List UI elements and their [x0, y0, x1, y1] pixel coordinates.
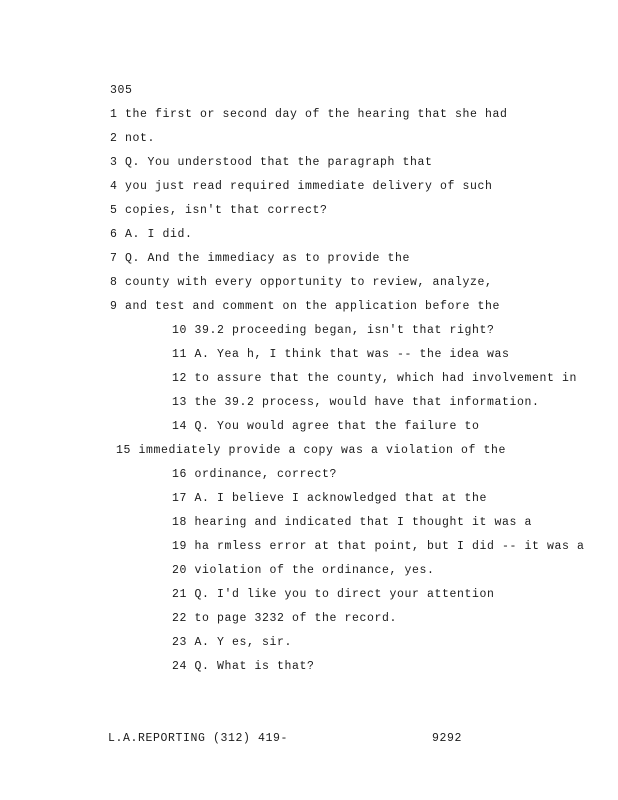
transcript-line-23: 23 A. Y es, sir.	[172, 636, 293, 649]
transcript-line-20: 20 violation of the ordinance, yes.	[172, 564, 435, 577]
transcript-line-12: 12 to assure that the county, which had involvement in	[172, 372, 578, 385]
transcript-line-9: 9 and test and comment on the application before the	[110, 300, 501, 313]
transcript-line-7: 7 Q. And the immediacy as to provide the	[110, 252, 411, 265]
transcript-line-3: 3 Q. You understood that the paragraph that	[110, 156, 433, 169]
transcript-line-6: 6 A. I did.	[110, 228, 193, 241]
transcript-line-19: 19 ha rmless error at that point, but I did -- it was a	[172, 540, 585, 553]
transcript-line-8: 8 county with every opportunity to review, analyze,	[110, 276, 493, 289]
transcript-line-10: 10 39.2 proceeding began, isn't that right?	[172, 324, 495, 337]
transcript-line-21: 21 Q. I'd like you to direct your attention	[172, 588, 495, 601]
transcript-line-1: 1 the first or second day of the hearing that she had	[110, 108, 508, 121]
transcript-line-17: 17 A. I believe I acknowledged that at the	[172, 492, 488, 505]
transcript-line-14: 14 Q. You would agree that the failure to	[172, 420, 480, 433]
transcript-line-5: 5 copies, isn't that correct?	[110, 204, 328, 217]
transcript-line-11: 11 A. Yea h, I think that was -- the idea was	[172, 348, 510, 361]
footer-reporter: L.A.REPORTING (312) 419-	[108, 732, 289, 745]
transcript-line-15: 15 immediately provide a copy was a violation of the	[116, 444, 507, 457]
transcript-line-24: 24 Q. What is that?	[172, 660, 315, 673]
footer-phone-suffix: 9292	[432, 732, 463, 745]
transcript-line-4: 4 you just read required immediate delivery of such	[110, 180, 493, 193]
transcript-line-18: 18 hearing and indicated that I thought it was a	[172, 516, 533, 529]
transcript-line-22: 22 to page 3232 of the record.	[172, 612, 398, 625]
page-number: 305	[110, 84, 133, 97]
transcript-line-13: 13 the 39.2 process, would have that information.	[172, 396, 540, 409]
transcript-line-16: 16 ordinance, correct?	[172, 468, 338, 481]
transcript-line-2: 2 not.	[110, 132, 156, 145]
